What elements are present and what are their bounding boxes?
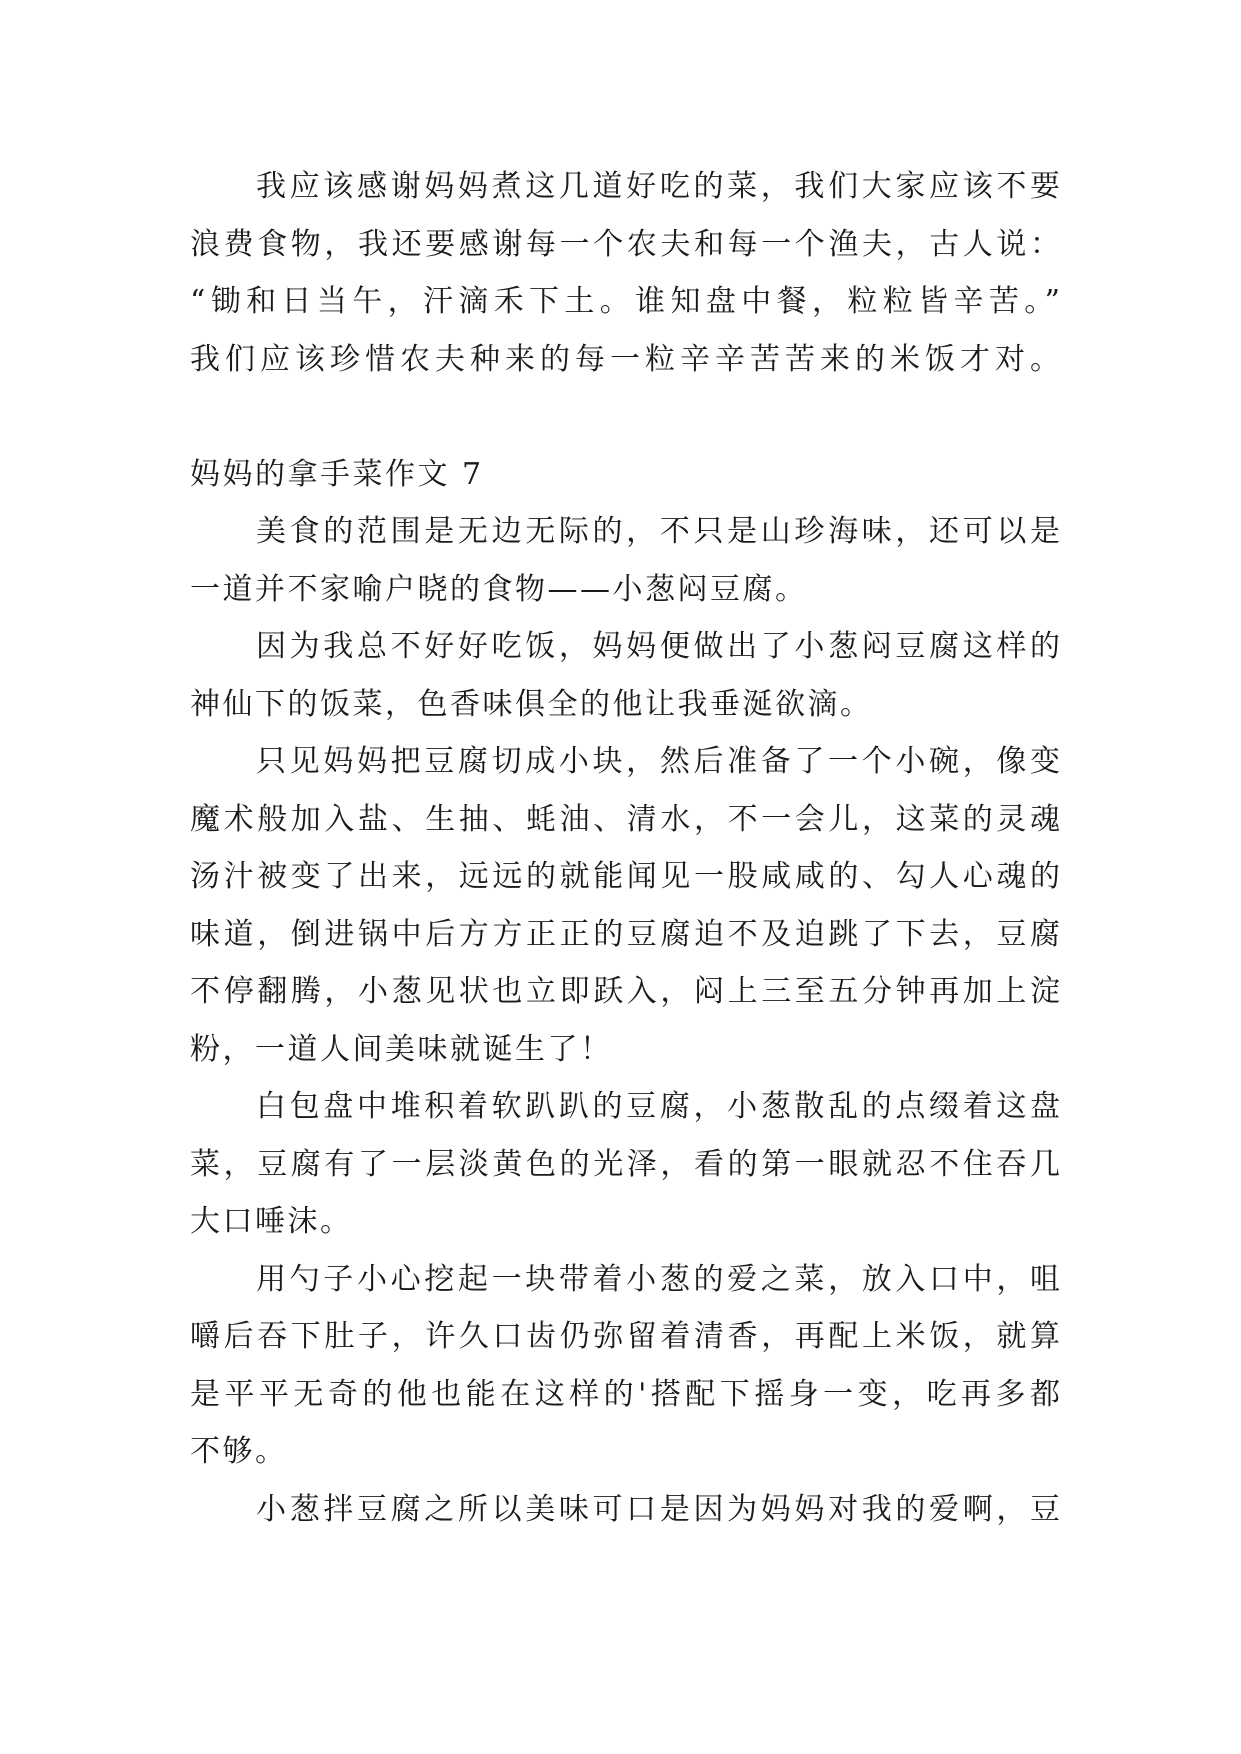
document-body [190,158,1060,1538]
paragraph-line: 我应该感谢妈妈煮这几道好吃的菜，我们大家应该不要 [256,169,1060,204]
paragraph-line: 神仙下的饭菜，色香味俱全的他让我垂涎欲滴。 [190,686,873,722]
paragraph-line: 是平平无奇的他也能在这样的'搭配下摇身一变，吃再多都 [190,1376,1060,1412]
paragraph-line: 不够。 [190,1434,288,1469]
paragraph-line: 浪费食物，我还要感谢每一个农夫和每一个渔夫，古人说： [190,226,1060,262]
paragraph-line: 我们应该珍惜农夫种来的每一粒辛辛苦苦来的米饭才对。 [190,341,1060,377]
paragraph-line: “锄和日当午，汗滴禾下土。谁知盘中餐，粒粒皆辛苦。” [190,284,1060,319]
paragraph-line: 不停翻腾，小葱见状也立即跃入，闷上三至五分钟再加上淀 [190,974,1060,1009]
paragraph-line: 粉，一道人间美味就诞生了！ [190,1031,613,1067]
section-heading: 妈妈的拿手菜作文 7 [190,456,484,492]
paragraph-line: 一道并不家喻户晓的食物——小葱闷豆腐。 [190,571,808,607]
paragraph-line: 魔术般加入盐、生抽、蚝油、清水，不一会儿，这菜的灵魂 [190,801,1060,837]
paragraph-line: 美食的范围是无边无际的，不只是山珍海味，还可以是 [256,514,1060,549]
paragraph-line: 嚼后吞下肚子，许久口齿仍弥留着清香，再配上米饭，就算 [190,1319,1060,1354]
paragraph-line: 味道，倒进锅中后方方正正的豆腐迫不及迫跳了下去，豆腐 [190,916,1060,952]
paragraph-line: 菜，豆腐有了一层淡黄色的光泽，看的第一眼就忍不住吞几 [190,1146,1060,1182]
paragraph-line: 汤汁被变了出来，远远的就能闻见一股咸咸的、勾人心魂的 [190,859,1060,894]
paragraph-line: 用勺子小心挖起一块带着小葱的爱之菜，放入口中，咀 [256,1261,1060,1297]
paragraph-line: 小葱拌豆腐之所以美味可口是因为妈妈对我的爱啊，豆 [256,1491,1060,1527]
paragraph-gap [190,388,1060,446]
paragraph-line: 白包盘中堆积着软趴趴的豆腐，小葱散乱的点缀着这盘 [256,1089,1060,1124]
paragraph-line: 大口唾沫。 [190,1204,353,1239]
paragraph-line: 因为我总不好好吃饭，妈妈便做出了小葱闷豆腐这样的 [256,629,1060,664]
paragraph-line: 只见妈妈把豆腐切成小块，然后准备了一个小碗，像变 [256,744,1060,779]
